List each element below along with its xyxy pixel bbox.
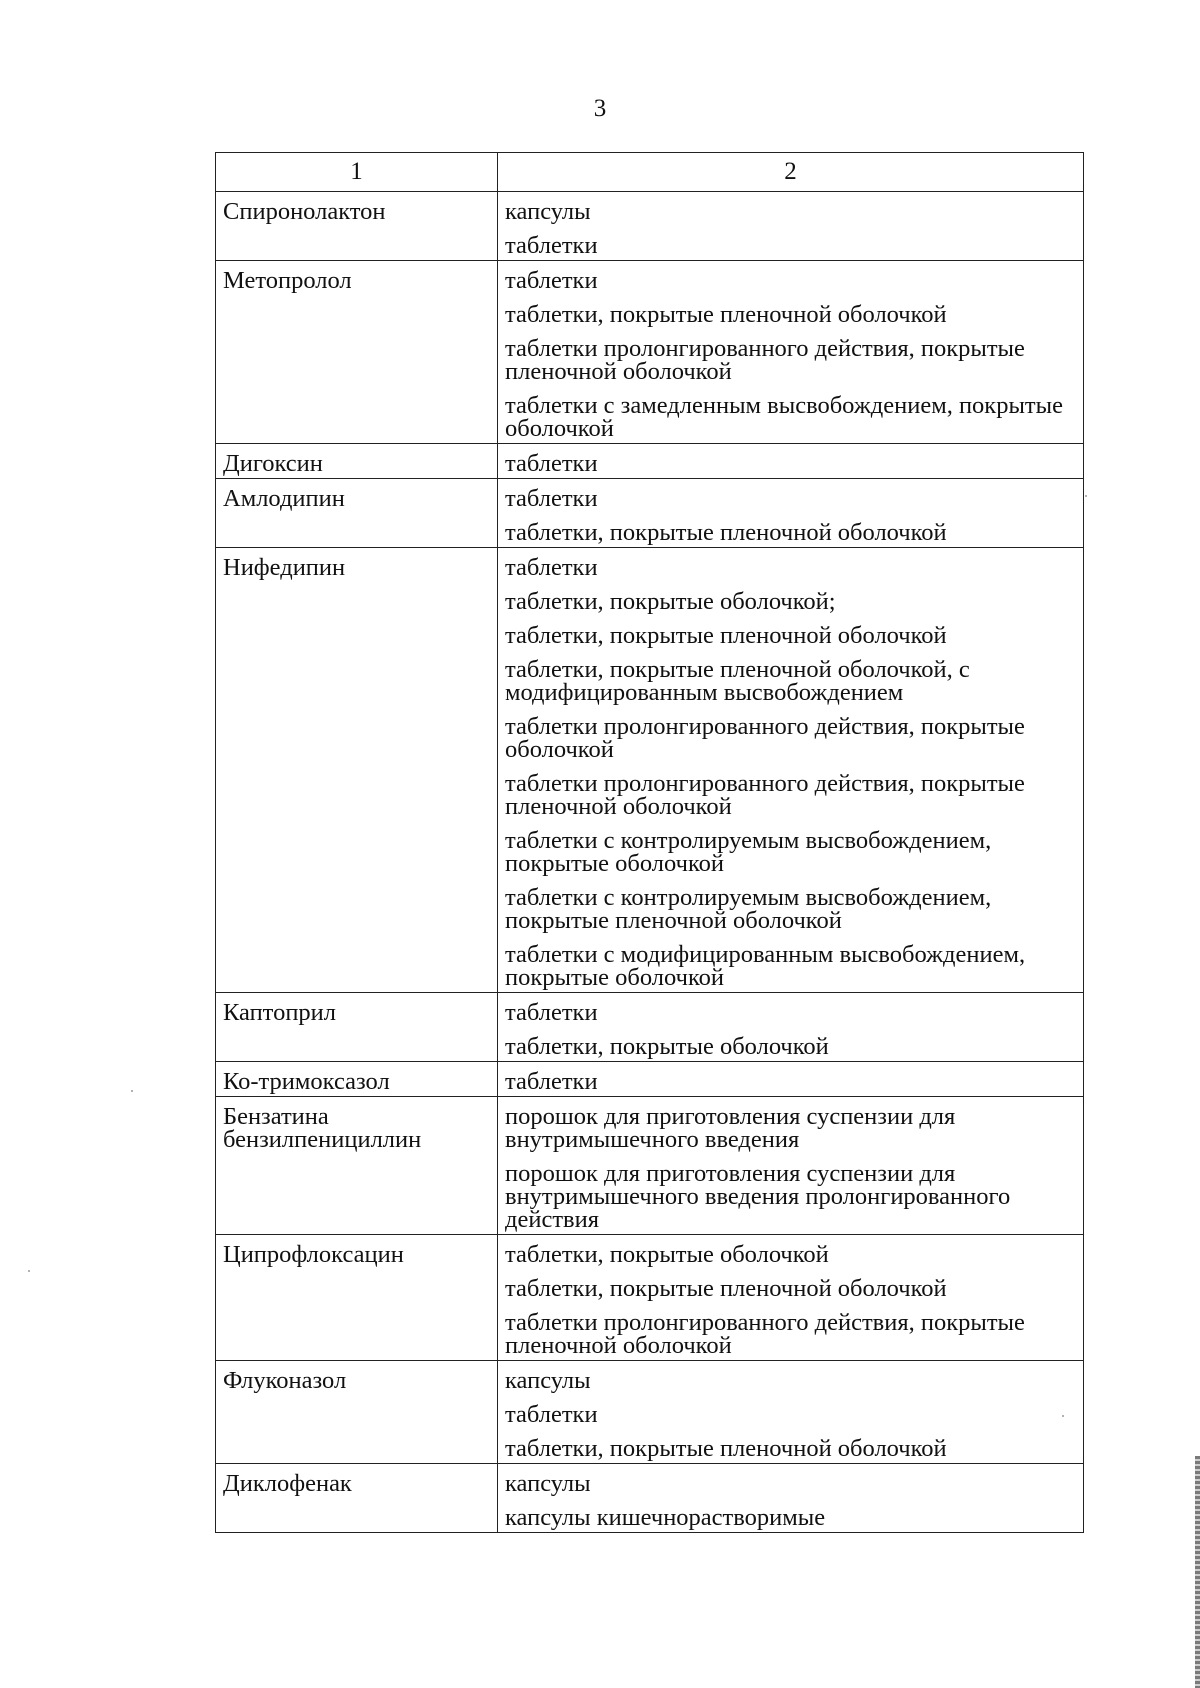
table-row [216,1361,1084,1464]
dosage-form: таблетки [505,267,598,294]
page-number: 3 [593,95,607,122]
dosage-form: порошок для приготовления суспензии для внутримышечного введения [505,1103,956,1153]
dosage-form: таблетки пролонгированного действия, покрытые пленочной оболочкой [505,770,1025,820]
drug-name: Дигоксин [223,450,323,477]
drug-name: Амлодипин [223,485,345,512]
dosage-form: таблетки с замедленным высвобождением, покрытые оболочкой [505,392,1063,442]
dosage-forms-cell [498,1062,1084,1097]
table-row [216,993,1084,1062]
table-row [216,548,1084,993]
dosage-form: таблетки [505,232,598,259]
table-body [216,192,1084,1533]
dosage-form: таблетки [505,1401,598,1428]
drug-name: Спиронолактон [223,198,386,225]
dosage-form: таблетки, покрытые пленочной оболочкой [505,301,947,328]
table-row [216,1235,1084,1361]
dosage-form: таблетки, покрытые пленочной оболочкой [505,519,947,546]
drug-cell [216,192,498,261]
drug-cell [216,1235,498,1361]
drug-cell [216,261,498,444]
dosage-form: таблетки с контролируемым высвобождением, покрытые оболочкой [505,827,992,877]
scan-edge-mark [1195,1456,1200,1688]
dosage-form: порошок для приготовления суспензии для внутримышечного введения пролонгированного действия [505,1160,1011,1233]
drug-cell [216,479,498,548]
table-row [216,479,1084,548]
dosage-form: капсулы [505,1470,591,1497]
table-row [216,1062,1084,1097]
drug-name: Каптоприл [223,999,337,1026]
dosage-forms-cell [498,1235,1084,1361]
dosage-form: таблетки пролонгированного действия, покрытые оболочкой [505,713,1025,763]
dosage-form: капсулы [505,1367,591,1394]
dosage-form: таблетки пролонгированного действия, покрытые пленочной оболочкой [505,335,1025,385]
drug-cell [216,1464,498,1533]
column-header-1: 1 [216,153,498,192]
drug-name: Ципрофлоксацин [223,1241,404,1268]
dosage-form: таблетки, покрытые оболочкой [505,1241,829,1268]
drug-name: Диклофенак [223,1470,352,1497]
dosage-form: таблетки, покрытые оболочкой; [505,588,836,615]
table-header-row [216,153,1084,192]
drug-forms-table [215,152,1084,1533]
dosage-forms-cell [498,993,1084,1062]
drug-cell [216,444,498,479]
column-header-2: 2 [498,153,1084,192]
drug-name: Метопролол [223,267,352,294]
table-row [216,192,1084,261]
dosage-forms-cell [498,192,1084,261]
scan-speck [28,1270,30,1272]
dosage-form: таблетки пролонгированного действия, покрытые пленочной оболочкой [505,1309,1025,1359]
dosage-form: капсулы [505,198,591,225]
dosage-form: таблетки [505,450,598,477]
dosage-forms-cell [498,1097,1084,1235]
table-row [216,1097,1084,1235]
dosage-forms-cell [498,444,1084,479]
drug-cell [216,993,498,1062]
dosage-forms-cell [498,261,1084,444]
dosage-form: капсулы кишечнорастворимые [505,1504,826,1531]
dosage-form: таблетки, покрытые пленочной оболочкой [505,1275,947,1302]
dosage-forms-cell [498,479,1084,548]
table-row [216,1464,1084,1533]
table-row [216,444,1084,479]
scan-speck [1062,1415,1064,1417]
dosage-form: таблетки [505,999,598,1026]
dosage-forms-cell [498,1361,1084,1464]
drug-cell [216,1062,498,1097]
drug-cell [216,548,498,993]
drug-cell [216,1097,498,1235]
scan-speck [1085,495,1087,497]
dosage-form: таблетки [505,485,598,512]
dosage-forms-cell [498,548,1084,993]
dosage-form: таблетки с модифицированным высвобождением, покрытые оболочкой [505,941,1026,991]
dosage-form: таблетки, покрытые оболочкой [505,1033,829,1060]
drug-name: Нифедипин [223,554,346,581]
dosage-form: таблетки, покрытые пленочной оболочкой, с модифицированным высвобождением [505,656,970,706]
dosage-form: таблетки, покрытые пленочной оболочкой [505,622,947,649]
dosage-form: таблетки с контролируемым высвобождением, покрытые пленочной оболочкой [505,884,992,934]
dosage-form: таблетки [505,1068,598,1095]
dosage-form: таблетки [505,554,598,581]
table-row [216,261,1084,444]
drug-name: Бензатина бензилпенициллин [223,1103,422,1153]
dosage-form: таблетки, покрытые пленочной оболочкой [505,1435,947,1462]
drug-name: Ко-тримоксазол [223,1068,390,1095]
drug-name: Флуконазол [223,1367,347,1394]
dosage-forms-cell [498,1464,1084,1533]
drug-cell [216,1361,498,1464]
scan-speck [131,1090,133,1092]
